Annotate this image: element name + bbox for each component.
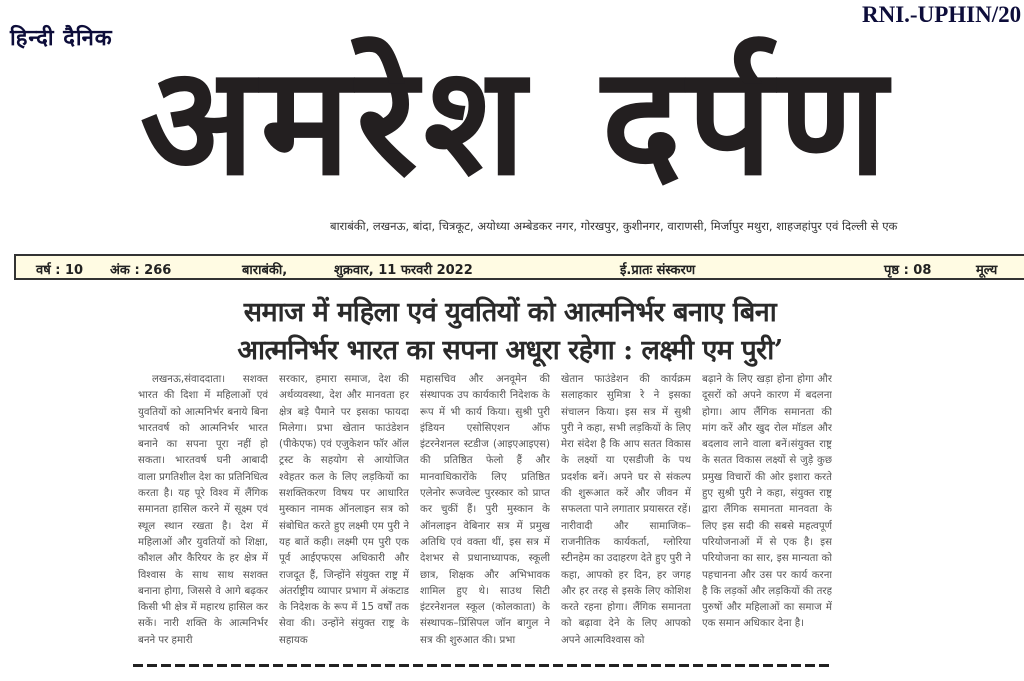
edition-cities: बाराबंकी, लखनऊ, बांदा, चित्रकूट, अयोध्या अम्बेडकर नगर, गोरखपुर, कुशीनगर, वाराणसी, मिर्जापुर मथुरा, शाहजहांपुर एवं दिल्ली से एक: [330, 219, 898, 233]
article-body: [138, 372, 834, 662]
date-label: शुक्रवार, 11 फरवरी 2022: [334, 263, 473, 278]
article-column-4: [561, 372, 691, 662]
place-label: बाराबंकी,: [242, 263, 288, 278]
article-column-1: [138, 372, 268, 662]
price-label: मूल्य: [976, 263, 998, 278]
masthead-word-1: अमरेश: [140, 35, 532, 209]
issue-label: अंक : 266: [110, 263, 172, 278]
masthead-word-2: दर्पण: [601, 35, 893, 209]
column-text: लखनऊ,संवाददाता। सशक्त भारत की दिशा में महिलाओं एवं युवतियों को आत्मनिर्भर बनाये बिना भारतवर्ष को आत्मनिर्भर भारत बनाने का सपना पूरा नहीं हो सकता। भारतवर्ष घनी आबादी वाला प्रगतिशील देश का प्रतिनिधित्व करता है। यह पूरे विश्व में लैंगिक समानता हासिल करने में सूक्ष्म एवं स्थूल स्थान रखता है। देश में महिलाओं और युवतियों को शिक्षा, कौशल और कैरियर के हर क्षेत्र में विश्वास के साथ साथ सशक्त बनाना होगा, जिससे वे आगे बढ़कर किसी भी क्षेत्र में महारथ हासिल कर सकें। नारी शक्ति के आत्मनिर्भर बनने पर हमारी: [138, 374, 268, 646]
article-column-5: [702, 372, 832, 662]
headline-line-1: समाज में महिला एवं युवतियों को आत्मनिर्भर बनाए बिना: [243, 297, 777, 328]
issue-info-bar: [14, 254, 1024, 280]
headline-line-2: आत्मनिर्भर भारत का सपना अधूरा रहेगा : लक्ष्मी एम पुरी’: [237, 335, 783, 366]
pages-label: पृष्ठ : 08: [884, 263, 932, 278]
newspaper-tagline: हिन्दी दैनिक: [10, 26, 113, 51]
year-label: वर्ष : 10: [36, 263, 84, 278]
column-text: बढ़ाने के लिए खड़ा होना होगा और दूसरों को अपने कारण में बदलना होगा। आप लैंगिक समानता की मांग करें और खुद रोल मॉडल और बदलाव लाने वाला बनें।संयुक्त राष्ट्र के सतत विकास लक्ष्यों से जुड़े कुछ प्रमुख विचारों की ओर इशारा करते हुए सुश्री पुरी ने कहा, संयुक्त राष्ट्र द्वारा लैंगिक समानता मानवता के लिए इस सदी की सबसे महत्वपूर्ण परियोजनाओं में से एक है। इस परियोजना का सार, इस मान्यता को पहचानना और उस पर कार्य करना है कि लड़कों और लड़कियों की तरह पुरुषों और महिलाओं का समाज में एक समान अधिकार देना है।: [702, 374, 832, 630]
column-text: महासचिव और अनवूमेन की संस्थापक उप कार्यकारी निदेशक के रूप में भी कार्य किया। सुश्री पुरी इंडियन एसोसिएशन ऑफ इंटरनेशनल स्टडीज (आइएआइएस) की प्रतिष्ठित फेलो हैं और मानवाधिकारोंके लिए प्रतिष्ठित एलेनोर रूजवेल्ट पुरस्कार को प्राप्त कर चुकीं हैं। पुरी मुस्कान के ऑनलाइन वेबिनार सत्र में प्रमुख अतिथि एवं वक्ता थीं, इस सत्र में देशभर से प्रधानाध्यापक, स्कूली छात्र, शिक्षक और अभिभावक शामिल हुए थे। साउथ सिटी इंटरनेशनल स्कूल (कोलकाता) के संस्थापक–प्रिंसिपल जॉन बागुल ने सत्र की शुरुआत की। प्रभा: [420, 374, 550, 646]
rni-number: RNI.-UPHIN/20: [862, 2, 1022, 27]
dashed-divider: [133, 664, 833, 667]
article-column-3: [420, 372, 550, 662]
column-text: खेतान फाउंडेशन की कार्यक्रम सलाहकार सुमित्रा रे ने इसका संचालन किया। इस सत्र में सुश्री पुरी ने कहा, सभी लड़कियों के लिए मेरा संदेश है कि आप सतत विकास के लक्ष्यों या एसडीजी के पथ प्रदर्शक बनें। अपने घर से संकल्प की शुरूआत करें और जीवन में सफलता पाने लगातार प्रयासरत रहें। नारीवादी और सामाजिक–राजनीतिक कार्यकर्ता, ग्लोरिया स्टीनहेम का उदाहरण देते हुए पुरी ने कहा, आपको हर दिन, हर जगह और हर तरह से इसके लिए कोशिश करते रहना होगा। लैंगिक समानता को बढ़ावा देने के लिए आपको अपने आत्मविश्वास को: [561, 374, 691, 646]
masthead-logo: [140, 32, 1024, 212]
article-column-2: [279, 372, 409, 662]
column-text: सरकार, हमारा समाज, देश की अर्थव्यवस्था, देश और मानवता हर क्षेत्र बड़े पैमाने पर इसका फायदा मिलेगा। प्रभा खेतान फाउंडेशन (पीकेएफ) एवं एजुकेशन फॉर ऑल ट्रस्ट के सहयोग से आयोजित श्वेहतर कल के लिए लड़कियों का सशक्तिकरण विषय पर आधारित मुस्कान नामक ऑनलाइन सत्र को संबोधित करते हुए लक्ष्मी एम पुरी ने यह बातें कही। लक्ष्मी एम पुरी एक पूर्व आईएफएस अधिकारी और राजदूत हैं, जिन्होंने संयुक्त राष्ट्र में अंतर्राष्ट्रीय व्यापार प्रभाग में अंकटाड के निदेशक के रूप में 15 वर्षों तक सेवा की। उन्होंने संयुक्त राष्ट्र के सहायक: [279, 374, 409, 646]
edition-label: ई.प्रातः संस्करण: [620, 263, 696, 278]
